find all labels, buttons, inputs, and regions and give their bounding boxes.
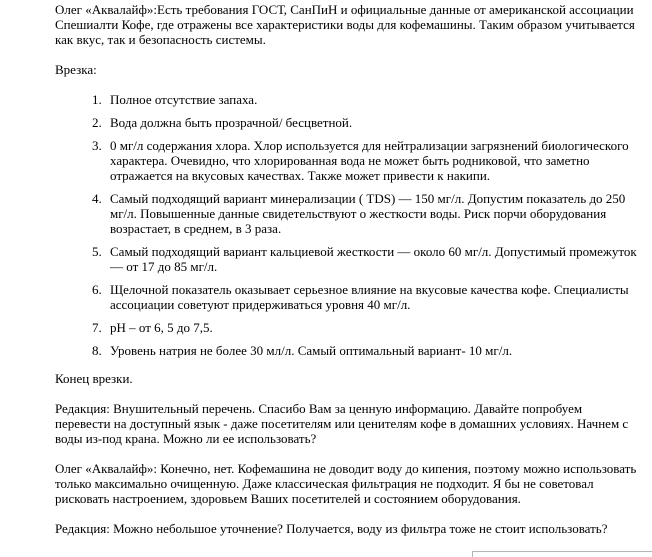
list-item: 6. Щелочной показатель оказывает серьезное влияние на вкусовые качества кофе. Специалисты ассоциации советуют придерживаться уровня 40 мг/л. [105,282,637,312]
list-item: 5. Самый подходящий вариант кальциевой жесткости — около 60 мг/л. Допустимый промежуток — от 17 до 85 мг/л. [105,244,637,274]
paragraph-redaction-question-2: Редакция: Можно небольшое уточнение? Получается, воду из фильтра тоже не стоит использовать? [55,521,608,536]
water-requirements-list [55,92,637,358]
list-item: 8. Уровень натрия не более 30 мл/л. Самый оптимальный вариант- 10 мг/л. [105,343,637,358]
list-item: 2. Вода должна быть прозрачной/ бесцветной. [105,115,637,130]
list-item: 7. pH – от 6, 5 до 7,5. [105,320,637,335]
paragraph-oleg-answer: Олег «Аквалайф»: Конечно, нет. Кофемашина не доводит воду до кипения, поэтому можно использовать только максимально очищенную. Даже классическая фильтрация не подходит. Я бы не советовал рисковать настроением, здоровьем Ваших посетителей и состоянием оборудования. [55,461,637,506]
inset-end-label: Конец врезки. [55,371,133,386]
list-item: 3. 0 мг/л содержания хлора. Хлор используется для нейтрализации загрязнений биологического характера. Очевидно, что хлорированная вода не может быть родниковой, что заметно отражается на вкусовых качествах. Также может привести к накипи. [105,138,637,183]
paragraph-redaction-question-1: Редакция: Внушительный перечень. Спасибо Вам за ценную информацию. Давайте попробуем перевести на доступный язык - даже посетителям или ценителям кофе в домашних условиях. Начнем с воды из-под крана. Можно ли ее использовать? [55,401,629,446]
inset-start-label: Врезка: [55,62,97,77]
list-item: 4. Самый подходящий вариант минерализации ( TDS) — 150 мг/л. Допустим показатель до 250 мг/л. Повышенные данные свидетельствуют о жесткости воды. Риск порчи оборудования возрастает, в среднем, в 3 раза. [105,191,637,236]
list-item: 1. Полное отсутствие запаха. [105,92,637,107]
cropped-box-edge [472,551,652,557]
document-page [55,2,637,551]
paragraph-oleg-intro: Олег «Аквалайф»:Есть требования ГОСТ, СанПиН и официальные данные от американской ассоциации Спешиалти Кофе, где отражены все характеристики воды для кофемашины. Таким образом учитывается как вкус, так и безопасность системы. [55,2,635,47]
